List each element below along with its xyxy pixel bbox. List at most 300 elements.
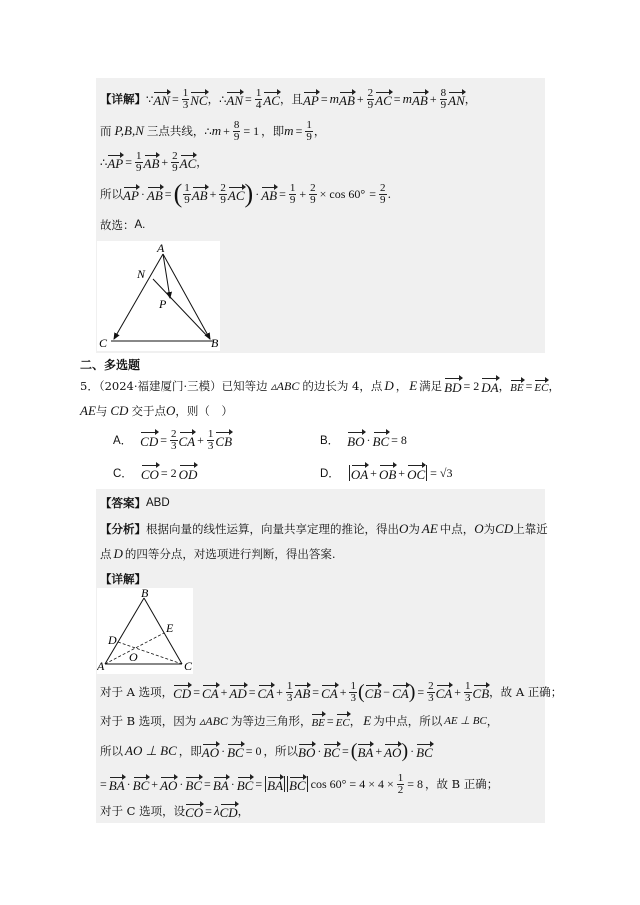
vector-AP: AP <box>107 155 124 171</box>
detail-line-4 <box>100 180 391 208</box>
right-paren: ) <box>401 740 409 762</box>
equals: = <box>279 187 286 201</box>
plus: + <box>375 744 383 758</box>
fraction <box>183 183 191 206</box>
equation-result: = 1 <box>243 124 260 138</box>
text: 为中点，所以 <box>373 714 443 728</box>
segment-BC <box>144 598 182 664</box>
plus: + <box>299 187 307 201</box>
numerator: 1 <box>350 679 356 692</box>
equals: = <box>160 432 168 447</box>
answer-label: 【答案】 <box>100 496 146 510</box>
dot: · <box>179 777 184 791</box>
equals: = <box>312 685 320 699</box>
plus: + <box>370 465 377 480</box>
equals: = <box>341 744 349 758</box>
fraction <box>289 183 297 206</box>
denominator: 9 <box>233 130 240 143</box>
text: ，即 <box>261 124 285 138</box>
numerator: 2 <box>220 181 226 194</box>
dot: · <box>221 744 226 758</box>
fraction <box>255 88 263 111</box>
plus: + <box>223 124 230 138</box>
vector-BD: BD <box>444 377 461 396</box>
option-c-analysis <box>100 802 249 820</box>
punctuation: . <box>387 187 392 201</box>
question-line-2 <box>80 403 233 419</box>
plus: + <box>429 92 437 106</box>
abs-bar <box>349 465 350 481</box>
vector-AC: AC <box>227 187 245 203</box>
plus: + <box>356 92 364 106</box>
left-paren: ( <box>173 179 183 208</box>
vector-BC: BC <box>185 777 203 793</box>
equals: = <box>255 777 263 791</box>
text: 上靠近 <box>513 522 548 536</box>
vector-CB: CB <box>364 685 382 701</box>
numerator: 1 <box>465 679 471 692</box>
numerator: 1 <box>255 86 262 99</box>
option-value: = 8 <box>391 432 407 447</box>
label-A: A <box>157 241 165 255</box>
option-label: C． <box>113 468 133 480</box>
vector-BC: BC <box>416 744 433 760</box>
punctuation: ， <box>486 714 499 728</box>
vector-EC: EC <box>534 379 548 394</box>
fraction <box>233 120 241 143</box>
text: 的边长为 4，点 <box>302 379 383 393</box>
text: 中点， <box>439 522 475 536</box>
equals: = <box>193 685 200 699</box>
dot: · <box>410 744 415 758</box>
vector-BC: BC <box>373 431 390 450</box>
right-paren: ) <box>244 179 254 208</box>
left-paren: ( <box>357 681 365 703</box>
numerator: 1 <box>207 427 214 440</box>
fraction <box>367 88 375 111</box>
conclusion: ，故 A 正确； <box>489 685 563 699</box>
detail-line-3 <box>100 150 208 174</box>
vector-CO: CO <box>185 804 204 820</box>
denominator: 3 <box>428 691 434 704</box>
vector-BE: BE <box>311 713 324 730</box>
vector-BA: BA <box>267 777 284 793</box>
abs-bar <box>307 776 308 792</box>
numerator: 2 <box>171 427 177 440</box>
vector-AP: AP <box>123 187 139 203</box>
option-C[interactable] <box>113 464 197 482</box>
fraction <box>349 681 357 704</box>
vector-BA: BA <box>212 777 229 793</box>
option-value: = √3 <box>430 465 453 480</box>
conclusion: ，故 B 正确； <box>425 777 499 791</box>
separator: ， <box>207 92 220 106</box>
vector-OD: OD <box>179 464 198 483</box>
plus: + <box>151 777 159 791</box>
point-O: O <box>474 521 484 536</box>
fraction <box>379 183 387 206</box>
numerator: 2 <box>380 181 386 194</box>
denominator: 9 <box>220 193 226 206</box>
vector-AN: AN <box>448 92 465 108</box>
therefore-symbol: ∴ <box>204 124 212 138</box>
option-label: B． <box>320 435 340 447</box>
denominator: 9 <box>184 193 190 206</box>
vector-AB: AB <box>411 92 428 108</box>
fraction <box>309 183 317 206</box>
punctuation: ， <box>237 804 250 818</box>
perpendicular-statement: AO ⊥ BC <box>125 743 177 758</box>
fraction <box>219 183 227 206</box>
vector-AO: AO <box>160 777 178 793</box>
numerator: 1 <box>184 181 190 194</box>
denominator: 3 <box>465 691 471 704</box>
vector-AD: AD <box>229 685 247 701</box>
label-C: C <box>184 659 193 673</box>
text: 点 <box>100 547 112 561</box>
equals: = <box>164 187 172 201</box>
denominator: 3 <box>207 439 214 452</box>
equals: = <box>100 777 107 791</box>
fraction <box>305 120 313 143</box>
dot: · <box>126 777 131 791</box>
triangle-ABC: ▵ABC <box>270 378 300 393</box>
denominator: 9 <box>289 193 296 206</box>
denominator: 9 <box>306 130 312 143</box>
fraction <box>397 773 405 796</box>
equals: = <box>125 155 132 169</box>
text: 满足 <box>419 379 443 393</box>
vector-BC: BC <box>323 744 340 760</box>
analysis-label: 【分析】 <box>100 522 146 536</box>
vector-CA: CA <box>321 685 338 701</box>
vector-AB: AB <box>339 92 355 108</box>
text: 交于点 <box>131 404 166 418</box>
fraction <box>182 88 190 111</box>
abs-bar <box>284 776 285 792</box>
point-E: E <box>363 713 372 728</box>
text: 而 <box>100 124 112 138</box>
vector-OA: OA <box>351 464 368 483</box>
label-A: A <box>97 659 105 673</box>
equals-zero: = 0 <box>245 744 262 758</box>
text: 对于 C 选项，设 <box>100 804 186 818</box>
segment-CD: CD <box>495 521 514 536</box>
triangle-ABC: ▵ABC <box>199 714 228 728</box>
variable-m: m <box>211 123 222 138</box>
punctuation: ， <box>313 124 326 138</box>
vector-AN: AN <box>153 92 170 108</box>
label-B: B <box>211 336 219 350</box>
dot: · <box>255 187 260 201</box>
equals-eight: = 8 <box>407 777 424 791</box>
plus: + <box>398 465 406 480</box>
equals: = <box>245 92 252 106</box>
fraction <box>427 681 435 704</box>
vector-BA: BA <box>108 777 125 793</box>
text: 为 <box>408 522 420 536</box>
vector-BC: BC <box>289 777 306 793</box>
points-PBN: P,B,N <box>114 123 144 138</box>
plus: + <box>209 187 217 201</box>
dot: · <box>140 187 145 201</box>
vector-AO: AO <box>201 744 220 760</box>
label-B: B <box>141 588 149 600</box>
text: ， <box>349 714 362 728</box>
plus: + <box>276 685 283 699</box>
numerator: 1 <box>136 149 142 162</box>
triangle-figure-1 <box>97 241 220 351</box>
option-A[interactable] <box>113 426 232 454</box>
vector-AC: AC <box>179 155 197 171</box>
therefore-symbol: ∴ <box>100 155 108 169</box>
option-B[interactable] <box>320 430 409 450</box>
denominator: 2 <box>397 783 404 796</box>
section-title: 二、多选题 <box>80 358 141 372</box>
point-D: D <box>113 546 123 561</box>
numerator: 1 <box>182 86 189 99</box>
equals: = <box>171 92 179 106</box>
vector-AC: AC <box>263 92 280 108</box>
numerator: 1 <box>289 181 296 194</box>
triangle-figure-2 <box>97 588 193 674</box>
equals-2: = 2 <box>463 378 480 393</box>
vector-CD: CD <box>173 685 192 701</box>
denominator: 4 <box>255 98 262 111</box>
plus: + <box>454 685 462 699</box>
numerator: 2 <box>428 679 434 692</box>
detail-label: 【详解】 <box>100 92 146 106</box>
equals: = <box>320 92 328 106</box>
point-D: D <box>384 378 394 393</box>
cosine-term: cos 60° = 4 × 4 × <box>310 777 394 791</box>
vector-CA: CA <box>257 685 275 701</box>
vector-CB: CB <box>472 685 490 701</box>
vector-DA: DA <box>481 377 498 396</box>
vector-CD: CD <box>140 431 158 450</box>
detail-heading <box>100 572 146 586</box>
equals: = <box>393 92 401 106</box>
detail-line-2 <box>100 120 325 142</box>
fraction <box>440 88 448 111</box>
option-D[interactable] <box>320 464 454 482</box>
option-b-analysis-3 <box>100 770 498 798</box>
vector-CA: CA <box>179 431 196 450</box>
vector-CA: CA <box>392 685 409 701</box>
plus: + <box>339 685 347 699</box>
detail-line-5 <box>100 218 145 232</box>
text: 为 <box>483 522 496 536</box>
answer-choice: A. <box>134 219 146 231</box>
equals: = <box>248 685 256 699</box>
numerator: 1 <box>397 771 404 784</box>
vector-BE: BE <box>510 379 523 394</box>
text: 对于 B 选项，因为 <box>100 714 197 728</box>
vector-BA: BA <box>357 744 374 760</box>
analysis-line-2 <box>100 547 336 561</box>
vector-CD: CD <box>219 804 238 820</box>
vector-OB: OB <box>379 464 396 483</box>
punctuation: ， <box>196 155 208 169</box>
vector-AC: AC <box>375 92 392 108</box>
answer-line <box>100 496 170 510</box>
label-D: D <box>108 633 117 647</box>
equals: = <box>525 378 533 393</box>
question-line-1 <box>80 376 560 396</box>
label-C: C <box>99 336 108 350</box>
point-O: O <box>165 403 176 418</box>
vector-BC: BC <box>227 744 244 760</box>
vector-CO: CO <box>141 464 159 483</box>
denominator: 9 <box>440 98 447 111</box>
variable-m: m <box>329 91 339 106</box>
plus: + <box>161 155 169 169</box>
denominator: 3 <box>286 691 293 704</box>
point-O: O <box>399 521 409 536</box>
denominator: 3 <box>182 98 189 111</box>
segment-DC-dashed <box>118 642 182 664</box>
dot: · <box>230 777 235 791</box>
therefore-symbol: ∴ <box>219 92 227 106</box>
text: 所以 <box>100 744 123 758</box>
segment-AE: AE <box>80 403 96 418</box>
minus: − <box>383 685 391 699</box>
denominator: 9 <box>380 193 386 206</box>
vector-CA: CA <box>435 685 453 701</box>
answer-value: ABD <box>146 497 170 509</box>
text: 所以 <box>100 187 123 201</box>
abs-bar <box>265 776 266 792</box>
text: ， <box>498 379 511 393</box>
lambda: λ <box>213 803 220 818</box>
denominator: 3 <box>350 691 356 704</box>
vector-BO: BO <box>298 744 316 760</box>
text: ， <box>548 379 560 393</box>
denominator: 9 <box>136 161 142 174</box>
denominator: 9 <box>172 161 178 174</box>
vector-AB: AB <box>294 685 311 701</box>
analysis-line-1 <box>100 522 548 536</box>
equals: = <box>295 124 303 138</box>
question-stem: 5．（2024·福建厦门·三模）已知等边 <box>80 379 268 393</box>
plus: + <box>197 432 204 447</box>
fraction <box>286 681 294 704</box>
numerator: 1 <box>286 679 293 692</box>
option-b-analysis-2 <box>100 741 433 761</box>
numerator: 8 <box>233 118 240 131</box>
fraction <box>207 429 215 452</box>
numerator: 2 <box>172 149 178 162</box>
equals: = <box>417 685 425 699</box>
triangle-diagram <box>97 241 220 351</box>
fraction <box>170 429 178 452</box>
vector-NC: NC <box>190 92 208 108</box>
vector-BC: BC <box>236 777 254 793</box>
equals: = <box>205 804 212 818</box>
punctuation: ， <box>464 92 477 106</box>
vector-BO: BO <box>347 431 364 450</box>
abs-bar <box>426 465 427 481</box>
vector-OC: OC <box>407 464 425 483</box>
numerator: 1 <box>306 118 312 131</box>
because-symbol: ∵ <box>146 92 154 106</box>
numerator: 2 <box>310 181 316 194</box>
text: 与 <box>95 404 108 418</box>
numerator: 8 <box>440 86 447 99</box>
point-E: E <box>409 378 418 393</box>
plus: + <box>220 685 228 699</box>
vector-AN: AN <box>226 92 244 108</box>
vector-AB: AB <box>146 187 163 203</box>
option-label: D． <box>320 468 340 480</box>
text: ，则（ ） <box>175 404 233 418</box>
option-b-analysis-1 <box>100 712 498 730</box>
option-a-analysis <box>100 678 562 706</box>
label-E: E <box>166 621 174 635</box>
text: ，所以 <box>263 744 299 758</box>
segment-CD: CD <box>110 403 129 418</box>
option-label: A． <box>113 435 133 447</box>
triangle-diagram <box>97 588 193 674</box>
text: ， <box>395 379 408 393</box>
label-O: O <box>129 650 138 664</box>
dot: · <box>317 744 322 758</box>
vector-EC: EC <box>336 713 350 730</box>
detail-line-1 <box>100 88 476 110</box>
denominator: 3 <box>171 439 177 452</box>
label-P: P <box>159 297 167 311</box>
segment-AE: AE <box>421 521 438 536</box>
equals: = <box>204 777 211 791</box>
vector-CB: CB <box>215 431 232 450</box>
text: 故选： <box>100 218 135 232</box>
left-paren: ( <box>350 740 358 762</box>
denominator: 9 <box>310 193 316 206</box>
vector-AB: AB <box>143 155 160 171</box>
vector-CA: CA <box>201 685 219 701</box>
denominator: 9 <box>367 98 374 111</box>
text: 的四等分点，对选项进行判断，得出答案. <box>124 547 336 561</box>
vector-AO: AO <box>384 744 402 760</box>
text: 对于 A 选项， <box>100 685 174 699</box>
text: 为等边三角形， <box>230 714 312 728</box>
abs-bar <box>287 776 288 792</box>
right-paren: ) <box>408 681 416 703</box>
variable-m: m <box>402 91 412 106</box>
text: 三点共线， <box>146 124 205 138</box>
text: 根据向量的线性运算，向量共享定理的推论，得出 <box>146 522 399 536</box>
fraction <box>464 681 472 704</box>
label-N: N <box>137 267 146 281</box>
numerator: 2 <box>367 86 374 99</box>
equals: = <box>369 187 376 201</box>
equals-2: = 2 <box>160 465 177 480</box>
variable-m: m <box>284 123 294 138</box>
equals: = <box>326 714 334 728</box>
fraction <box>171 151 179 174</box>
vector-BC: BC <box>132 777 150 793</box>
cosine-term: × cos 60° <box>319 187 366 201</box>
fraction <box>135 151 143 174</box>
vector-AP: AP <box>302 92 319 108</box>
vector-AB: AB <box>191 187 208 203</box>
conjunction: ，且 <box>279 92 303 106</box>
perpendicular-statement: AE ⊥ BC <box>444 715 487 727</box>
text: ，即 <box>178 744 202 758</box>
vector-AB: AB <box>261 187 278 203</box>
dot: · <box>366 432 371 447</box>
detail-label: 【详解】 <box>100 572 146 586</box>
